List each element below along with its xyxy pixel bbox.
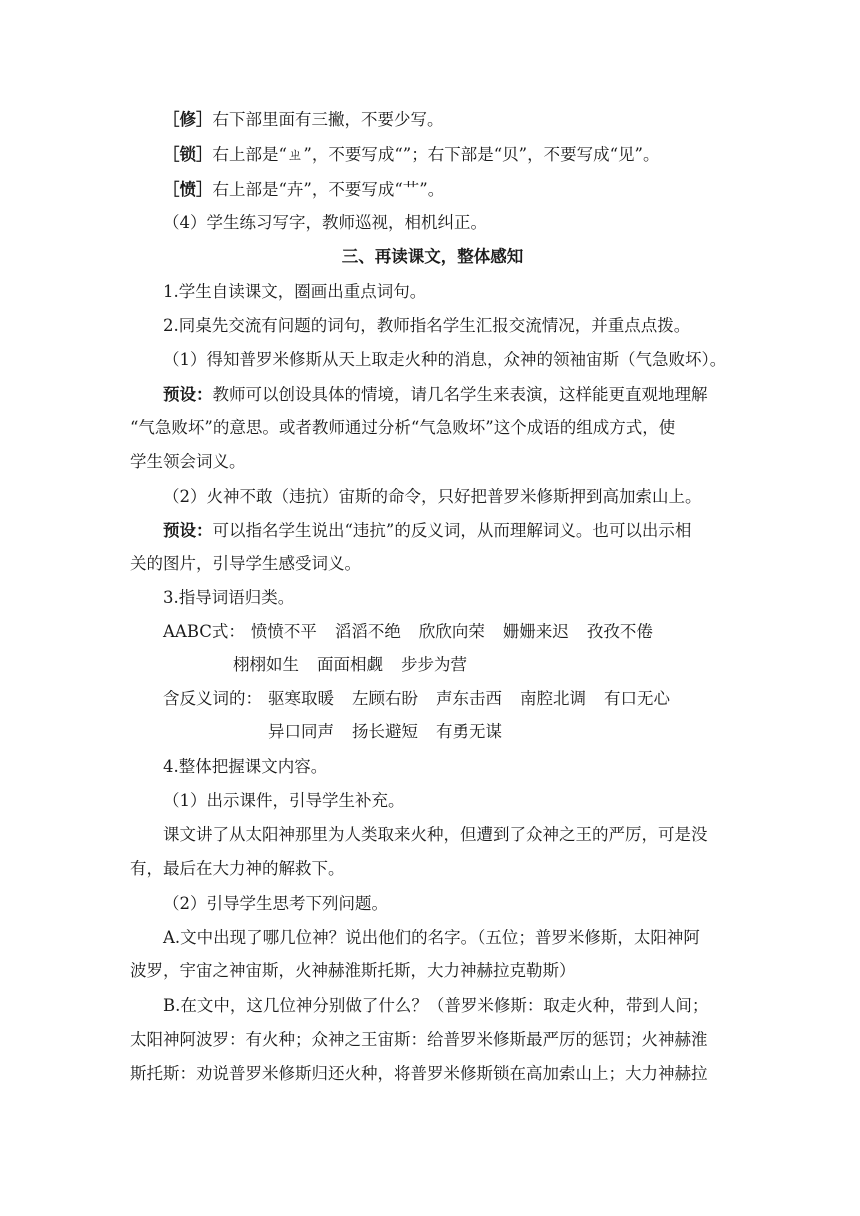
preset-paragraph [163,384,768,406]
paragraph: 课文讲了从太阳神那里为人类取来火种，但遭到了众神之王的严厉，可是没 [163,825,708,844]
word-group-antonym [163,688,768,710]
paragraph: 斯托斯：劝说普罗米修斯归还火种，将普罗米修斯锁在高加索山上；大力神赫拉 [130,1064,708,1083]
question-a: A.文中出现了哪几位神？说出他们的名字。（五位；普罗米修斯，太阳神阿 [163,928,700,947]
word: 栩栩如生 [233,655,299,674]
group-label: 含反义词的： [163,689,262,708]
char-label: ［愤］ [163,180,213,199]
preset-text: 可以指名学生说出“违抗”的反义词，从而理解词义。也可以出示相 [212,521,692,540]
word-group-aabc-cont [233,654,838,676]
paragraph: 3.指导词语归类。 [163,588,295,607]
preset-text: 教师可以创设具体的情境，请几名学生来表演，这样能更直观地理解 [212,385,708,404]
paragraph: （1）得知普罗米修斯从天上取走火种的消息，众神的领袖宙斯（气急败坏）。 [163,350,727,369]
char-label: ［锁］ [163,145,213,164]
note-text: 右上部是“ㄓ”，不要写成“”；右下部是“贝”，不要写成“见”。 [212,145,660,164]
word: 欣欣向荣 [418,622,485,641]
preset-paragraph [163,520,768,542]
paragraph: 1.学生自读课文，圈画出重点词句。 [163,282,427,301]
word: 南腔北调 [520,689,586,708]
word: 愤愤不平 [250,622,317,641]
word: 面面相觑 [317,655,383,674]
char-note-suo [163,144,768,166]
word: 有口无心 [604,689,670,708]
paragraph: （2）引导学生思考下列问题。 [163,894,388,913]
word: 声东击西 [436,689,502,708]
paragraph: 波罗，宇宙之神宙斯，火神赫淮斯托斯，大力神赫拉克勒斯） [130,961,576,980]
paragraph: “气急败坏”的意思。或者教师通过分析“气急败坏”这个成语的组成方式，使 [130,418,676,437]
word: 步步为营 [401,655,467,674]
char-note-fen [163,179,768,201]
paragraph: （4）学生练习写字，教师巡视，相机纠正。 [163,213,487,232]
preset-label: 预设： [163,385,213,404]
word: 驱寒取暖 [268,689,334,708]
word-group-antonym-cont [268,721,860,743]
paragraph: （2）火神不敢（违抗）宙斯的命令，只好把普罗米修斯押到高加索山上。 [163,487,702,506]
paragraph: 有，最后在大力神的解救下。 [130,859,345,878]
word: 异口同声 [268,722,334,741]
word: 孜孜不倦 [586,622,653,641]
word-group-aabc [163,621,768,643]
word: 有勇无谋 [436,722,502,741]
paragraph: 2.同桌先交流有问题的词句，教师指名学生汇报交流情况，并重点点拨。 [163,316,691,335]
paragraph: 关的图片，引导学生感受词义。 [130,554,361,573]
paragraph: 4.整体把握课文内容。 [163,757,328,776]
paragraph: （1）出示课件，引导学生补充。 [163,791,405,810]
question-b: B.在文中，这几位神分别做了什么？（普罗米修斯：取走火种，带到人间； [163,996,709,1015]
char-note-xiu [163,109,768,131]
word: 扬长避短 [352,722,418,741]
note-text: 右上部是“卉”，不要写成“艹”。 [212,180,445,199]
word: 滔滔不绝 [334,622,401,641]
word: 左顾右盼 [352,689,418,708]
group-label: AABC式： [163,622,245,641]
section-heading: 三、再读课文，整体感知 [341,247,524,266]
char-label: ［修］ [163,110,213,129]
note-text: 右下部里面有三撇，不要少写。 [212,110,444,129]
paragraph: 太阳神阿波罗：有火种；众神之王宙斯：给普罗米修斯最严厉的惩罚；火神赫淮 [130,1030,708,1049]
paragraph: 学生领会词义。 [130,452,246,471]
word: 姗姗来迟 [502,622,569,641]
preset-label: 预设： [163,521,213,540]
